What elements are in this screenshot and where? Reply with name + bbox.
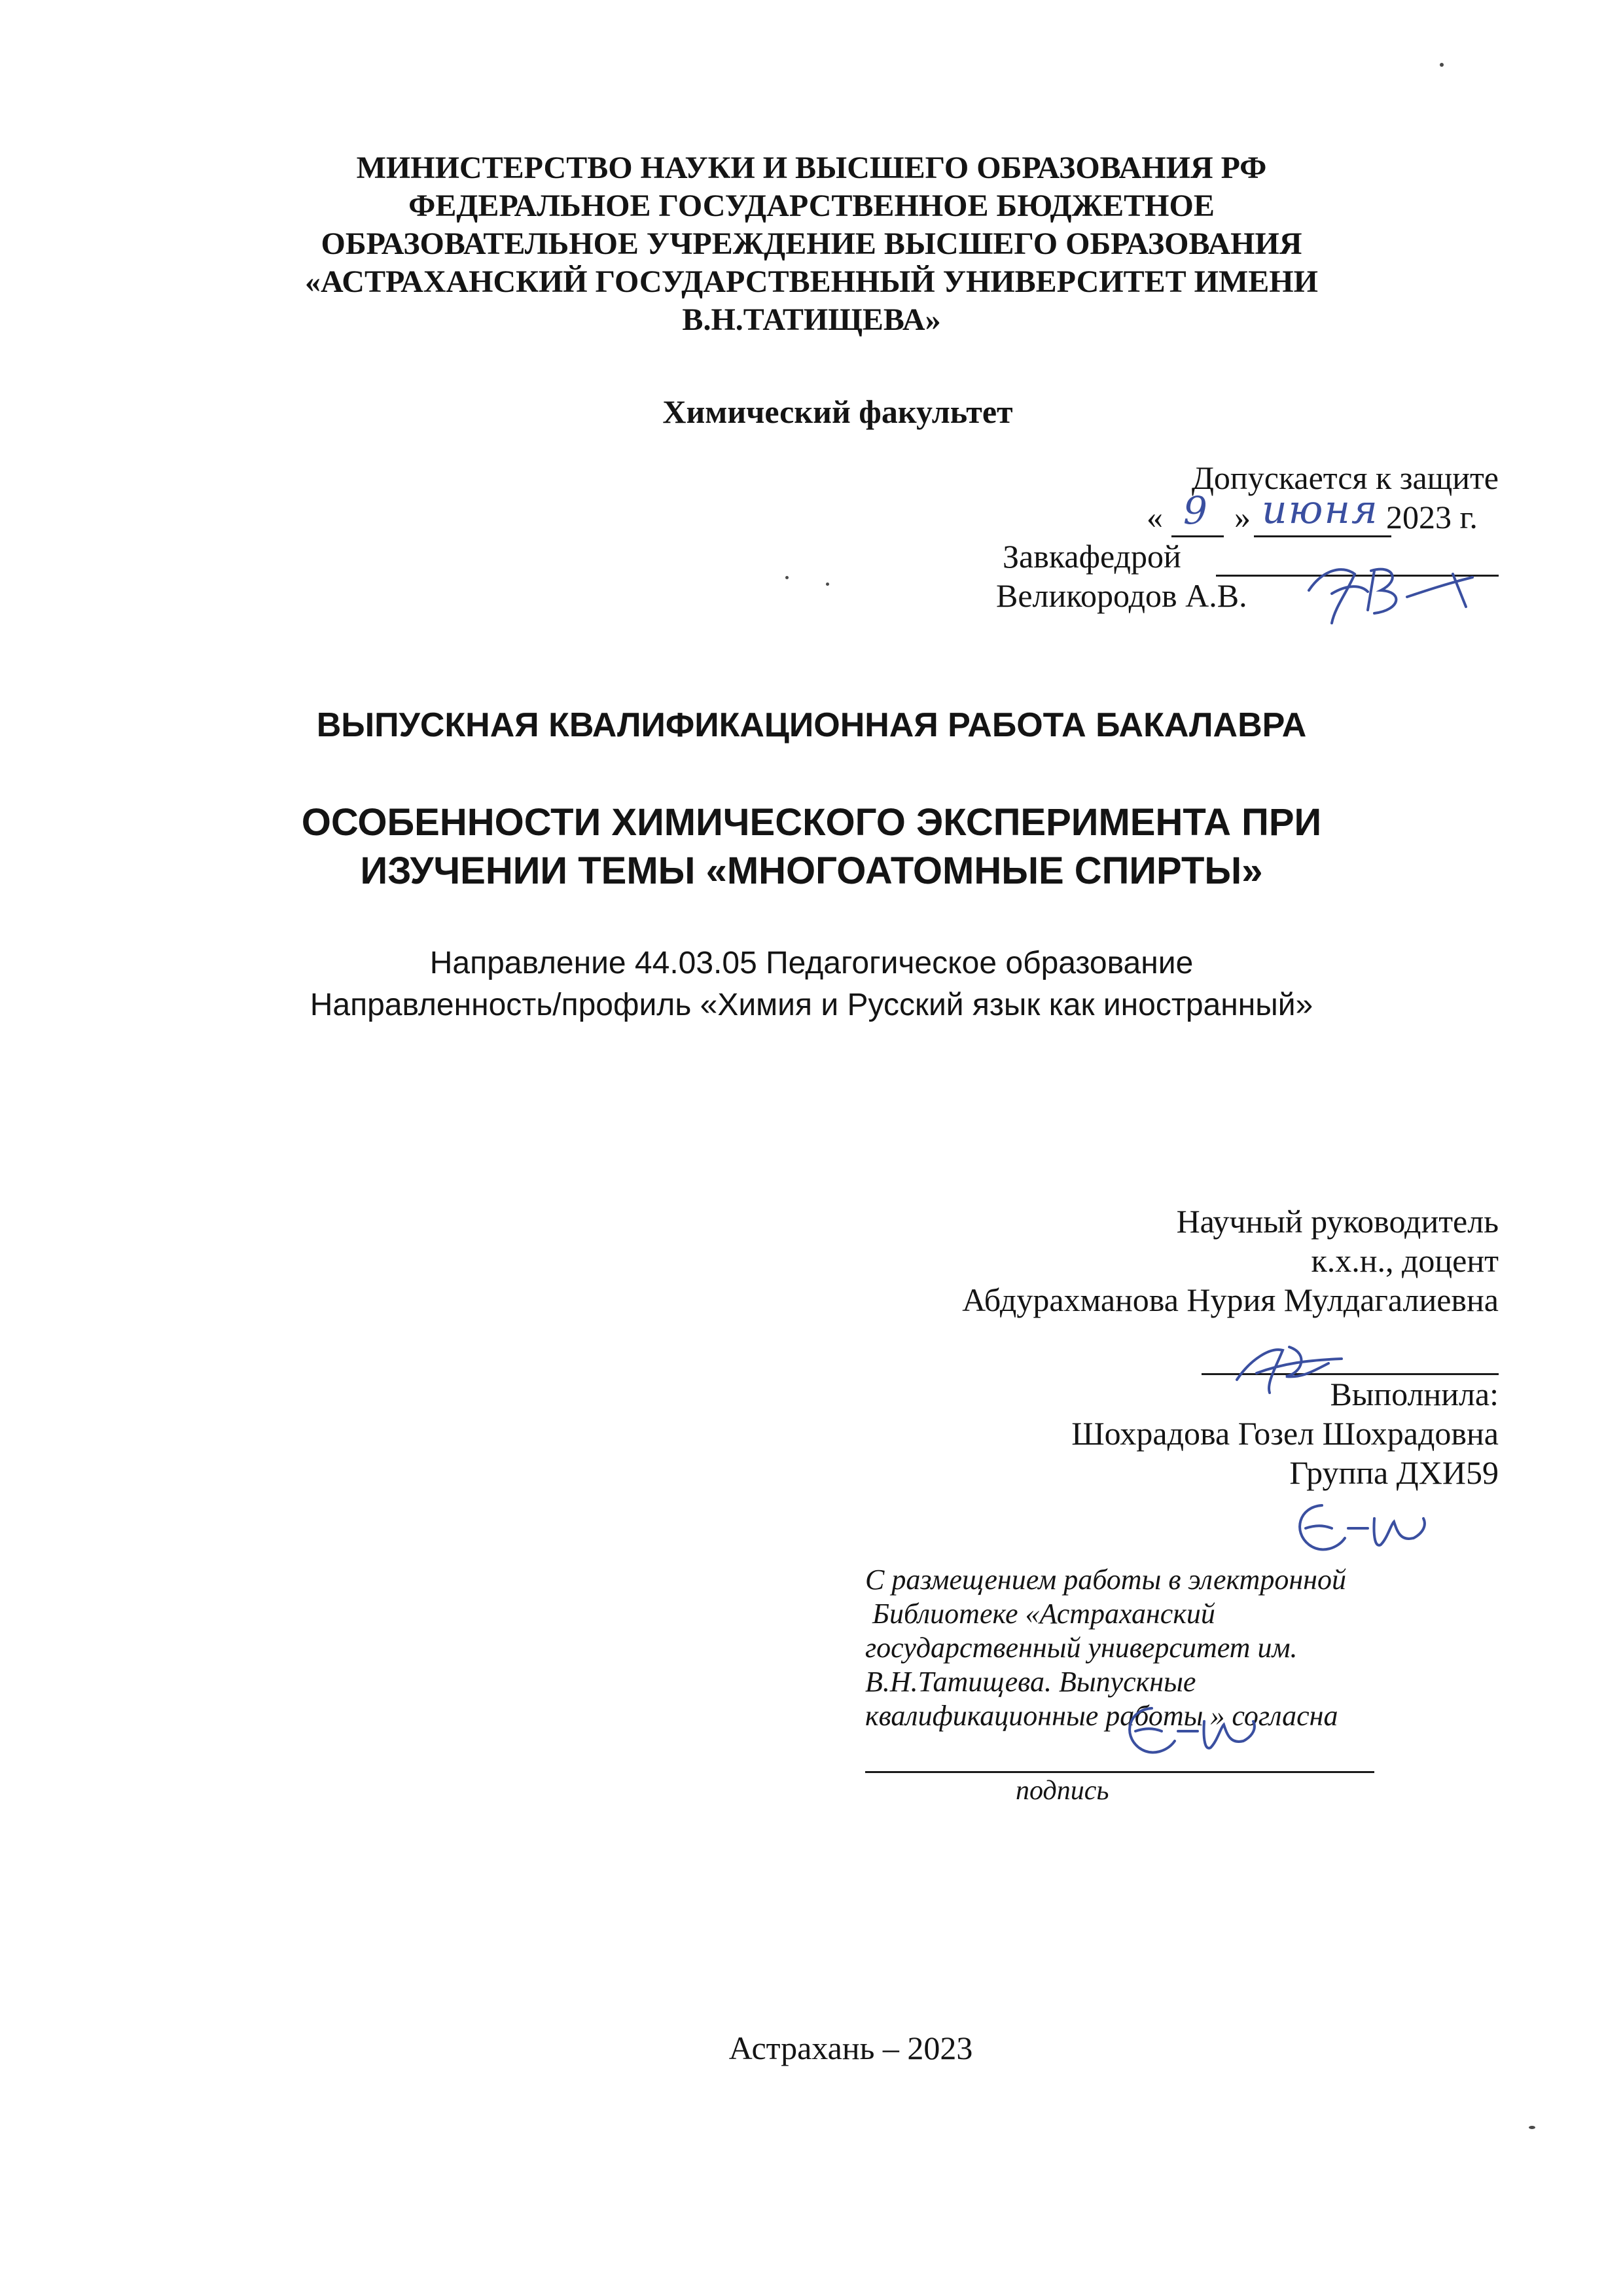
admission-heading: Допускается к защите: [1191, 459, 1499, 496]
supervisor-degree: к.х.н., доцент: [1311, 1242, 1499, 1279]
topic-line-1: ОСОБЕННОСТИ ХИМИЧЕСКОГО ЭКСПЕРИМЕНТА ПРИ: [301, 801, 1322, 844]
date-close-quote: »: [1234, 499, 1251, 535]
topic-line-2: ИЗУЧЕНИИ ТЕМЫ «МНОГОАТОМНЫЕ СПИРТЫ»: [360, 850, 1263, 892]
student-role: Выполнила:: [1330, 1376, 1499, 1412]
institution-line-1: ФЕДЕРАЛЬНОЕ ГОСУДАРСТВЕННОЕ БЮДЖЕТНОЕ: [408, 188, 1215, 223]
city-year: Астрахань – 2023: [728, 2030, 973, 2066]
consent-signature-line: [865, 1771, 1374, 1773]
supervisor-name: Абдурахманова Нурия Мулдагалиевна: [962, 1282, 1499, 1318]
student-signature-icon: [1283, 1492, 1433, 1564]
ministry-line: МИНИСТЕРСТВО НАУКИ И ВЫСШЕГО ОБРАЗОВАНИЯ РФ: [356, 151, 1267, 185]
consent-line-1: С размещением работы в электронной: [865, 1564, 1346, 1596]
institution-line-2: ОБРАЗОВАТЕЛЬНОЕ УЧРЕЖДЕНИЕ ВЫСШЕГО ОБРАЗОВАНИЯ: [321, 226, 1302, 261]
head-signature-icon: [1296, 545, 1492, 636]
university-name-line-2: В.Н.ТАТИЩЕВА»: [682, 302, 941, 337]
date-month-line: [1254, 535, 1391, 537]
university-name-line-1: «АСТРАХАНСКИЙ ГОСУДАРСТВЕННЫЙ УНИВЕРСИТЕТ ИМЕНИ: [305, 264, 1318, 299]
head-of-department-label: Завкафедрой: [1003, 538, 1181, 575]
faculty-name: Химический факультет: [662, 393, 1013, 430]
handwritten-month: июня: [1262, 487, 1379, 533]
scan-speck: [1440, 63, 1444, 67]
consent-line-2: Библиотеке «Астраханский: [865, 1598, 1215, 1630]
student-name: Шохрадова Гозел Шохрадовна: [1071, 1415, 1499, 1452]
consent-signature-icon: [1113, 1695, 1263, 1767]
head-of-department-name: Великородов А.В.: [996, 577, 1247, 614]
scan-speck: [1529, 2126, 1535, 2129]
supervisor-role: Научный руководитель: [1176, 1203, 1499, 1240]
student-group: Группа ДХИ59: [1289, 1454, 1499, 1491]
signature-caption: подпись: [1016, 1776, 1109, 1806]
handwritten-day: 9: [1183, 488, 1207, 533]
scan-speck: [826, 583, 829, 586]
date-open-quote: «: [1147, 499, 1163, 535]
consent-line-5: квалификационные работы » согласна: [865, 1700, 1338, 1732]
date-year: 2023 г.: [1386, 499, 1478, 535]
work-type: ВЫПУСКНАЯ КВАЛИФИКАЦИОННАЯ РАБОТА БАКАЛАВРА: [316, 706, 1307, 744]
direction-line: Направление 44.03.05 Педагогическое образование: [429, 946, 1194, 980]
consent-line-4: В.Н.Татищева. Выпускные: [865, 1666, 1196, 1698]
consent-line-3: государственный университет им.: [865, 1632, 1298, 1664]
scan-speck: [785, 576, 789, 579]
admission-date: [1147, 497, 1163, 537]
profile-line: Направленность/профиль «Химия и Русский язык как иностранный»: [310, 988, 1313, 1022]
